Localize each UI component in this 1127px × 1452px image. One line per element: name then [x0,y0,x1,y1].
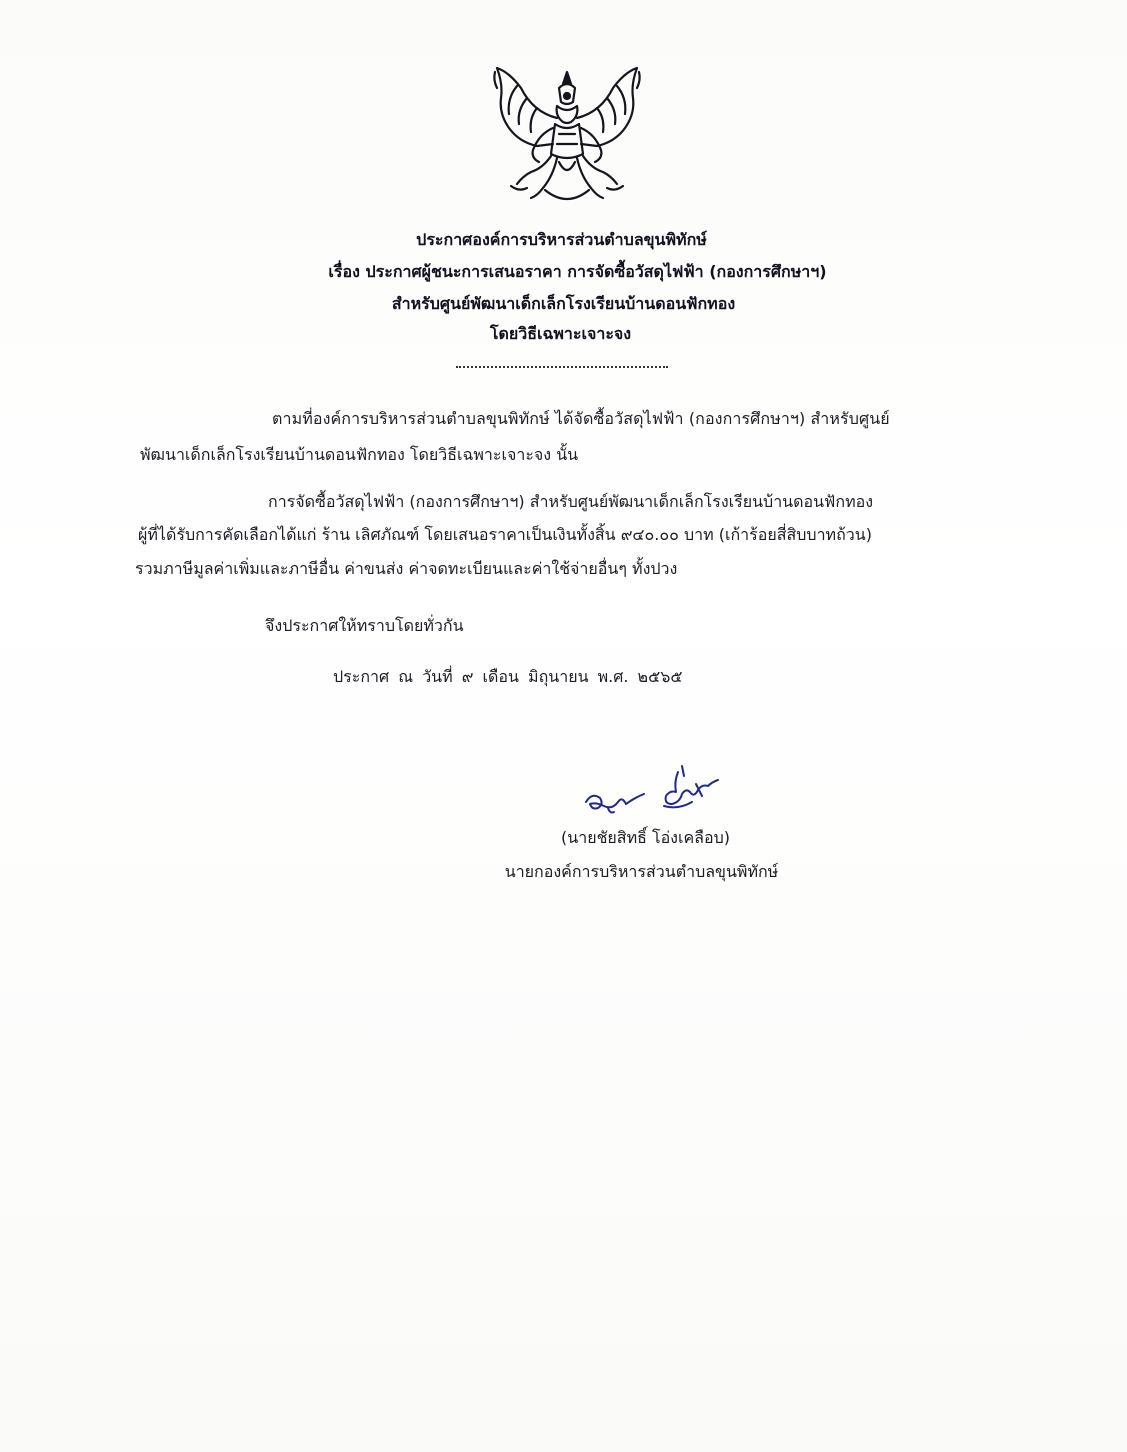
paragraph2-line1: การจัดซื้อวัสดุไฟฟ้า (กองการศึกษาฯ) สำหรับศูนย์พัฒนาเด็กเล็กโรงเรียนบ้านดอนฟักทอง [268,492,874,511]
paragraph1-line2: พัฒนาเด็กเล็กโรงเรียนบ้านดอนฟักทอง โดยวิธีเฉพาะเจาะจง นั้น [140,445,579,464]
title-divider [456,366,668,368]
handwritten-signature [578,762,728,820]
announcement-method: โดยวิธีเฉพาะเจาะจง [489,324,632,343]
paragraph2-line3: รวมภาษีมูลค่าเพิ่มและภาษีอื่น ค่าขนส่ง ค่าจดทะเบียนและค่าใช้จ่ายอื่นๆ ทั้งปวง [135,559,678,578]
announcement-title: ประกาศองค์การบริหารส่วนตำบลขุนพิทักษ์ [416,230,707,249]
announcement-for-line: สำหรับศูนย์พัฒนาเด็กเล็กโรงเรียนบ้านดอนฟักทอง [391,294,736,313]
paragraph2-line2: ผู้ที่ได้รับการคัดเลือกได้แก่ ร้าน เลิศภัณฑ์ โดยเสนอราคาเป็นเงินทั้งสิ้น ๙๔๐.๐๐ บาท (เก้าร้อยสี่สิบบาทถ้วน) [138,525,872,544]
announcement-date: ประกาศ ณ วันที่ ๙ เดือน มิถุนายน พ.ศ. ๒๕๖๕ [333,667,683,686]
announcement-subject: เรื่อง ประกาศผู้ชนะการเสนอราคา การจัดซื้อวัสดุไฟฟ้า (กองการศึกษาฯ) [328,262,827,281]
signer-name: (นายชัยสิทธิ์ โอ่งเคลือบ) [561,828,730,847]
paragraph1-line1: ตามที่องค์การบริหารส่วนตำบลขุนพิทักษ์ ได้จัดซื้อวัสดุไฟฟ้า (กองการศึกษาฯ) สำหรับศูนย์ [272,409,890,428]
garuda-emblem-icon [487,58,647,210]
signer-position: นายกองค์การบริหารส่วนตำบลขุนพิทักษ์ [504,862,779,881]
closing-statement: จึงประกาศให้ทราบโดยทั่วกัน [265,616,464,635]
